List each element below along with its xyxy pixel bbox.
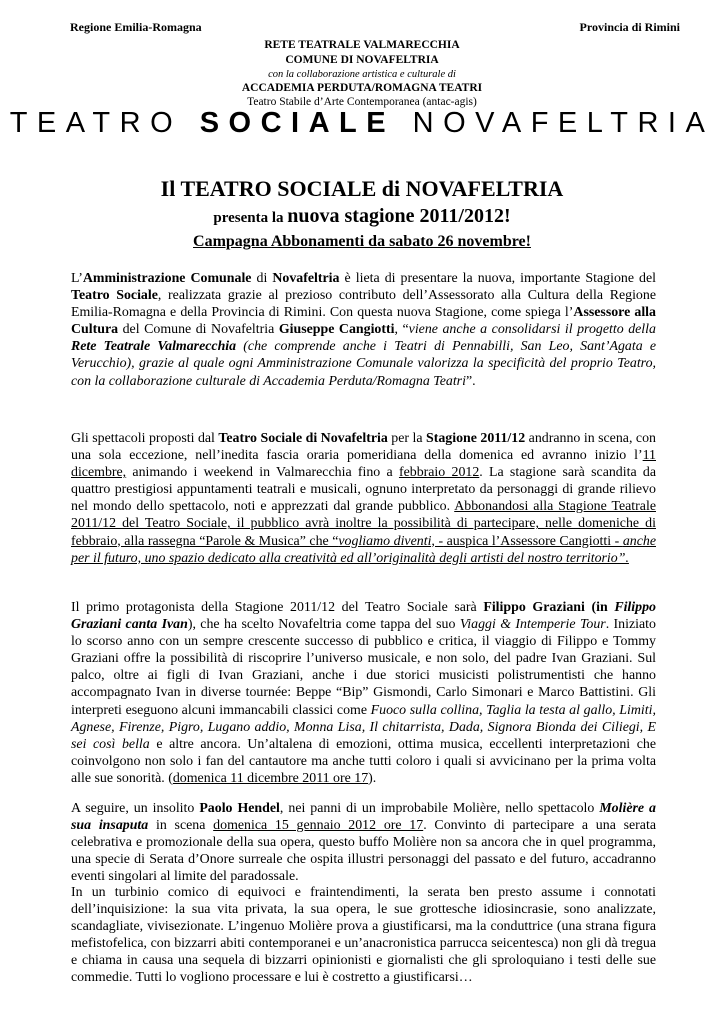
academy-name: ACCADEMIA PERDUTA/ROMAGNA TEATRI [241,82,483,94]
campaign-title: Campagna Abbonamenti da sabato 26 novembre! [193,233,531,250]
presenta-text: presenta la [213,210,288,226]
season-text: nuova stagione 2011/2012! [287,205,511,227]
region-label: Regione Emilia-Romagna [70,20,202,34]
collaboration-note: con la collaborazione artistica e culturale di [268,69,456,80]
paragraph-hendel: A seguire, un insolito Paolo Hendel, nei panni di un improbabile Molière, nello spettacolo Molière a sua insaputa in scena domenica 15 gennaio 2012 ore 17. Convinto di partecipare a una serata celebrativa e promozionale della sua opera, questo buffo Molière non sa ancora che in quel programma, una specie di Serata d’Onore surreale che ospita illustri personaggi del passato e del futuro, accadranno eventi singolari al limite del paradossale. [71,801,656,885]
banner-right: NOVAFELTRIA [395,107,715,139]
banner-left: TEATRO [9,107,200,139]
municipality-name: COMUNE DI NOVAFELTRIA [285,54,439,66]
banner-mid: SOCIALE [199,107,396,139]
paragraph-moliere: In un turbinio comico di equivoci e fraintendimenti, la serata ben presto assume i connotati dell’inquisizione: la sua vita privata, la sua opera, le sue grottesche idiosincrasie, sono analizzate, scandagliate, vivisezionate. L’ingenuo Molière prova a giustificarsi, ma la conduttrice (una strana figura mefistofelica, con bizzarri abiti contemporanei e un’anacronistica parrucca seicentesca) non gli dà tregua e chiama in causa una sequela di bizzarri opinionisti e giornalisti che gli sproloquiano i testi delle sue commedie. Tutti lo vogliono processare e lui è costretto a giustificarsi… [71,885,656,986]
paragraph-graziani: Il primo protagonista della Stagione 2011/12 del Teatro Sociale sarà Filippo Graziani (in Filippo Graziani canta Ivan), che ha scelto Novafeltria come tappa del suo Viaggi & Intemperie Tour. Iniziato lo scorso anno con un sempre crescente successo di pubblico e critica, il viaggio di Filippo e Tommy Graziani offre la possibilità di riscoprire l’universo musicale, e non solo, del padre Ivan Graziani. Sul palco, oltre ai figli di Ivan Graziani, anche i due storici musicisti polistrumentisti che hanno accompagnato Ivan in diverse tournée: Beppe “Bip” Gismondi, Carlo Simonari e Marco Battistini. Gli interpreti eseguono alcuni immancabili classici come Fuoco sulla collina, Taglia la testa al gallo, Limiti, Agnese, Firenze, Pigro, Lugano addio, Monna Lisa, Il chitarrista, Dada, Signora Bionda dei Ciliegi, E sei così bella e altre ancora. Un’altalena di emozioni, ottima musica, eccellenti interpretazioni che coinvolgono non solo i fan del cantautore ma anche tutti coloro i quali si avvicinano per la prima volta alle sue sonorità. (domenica 11 dicembre 2011 ore 17). [71,600,656,786]
paragraph-intro: L’Amministrazione Comunale di Novafeltria è lieta di presentare la nuova, importante Stagione del Teatro Sociale, realizzata grazie al prezioso contributo dell’Assessorato alla Cultura della Regione Emilia-Romagna e della Provincia di Rimini. Con questa nuova Stagione, come spiega l’Assessore alla Cultura del Comune di Novafeltria Giuseppe Cangiotti, “viene anche a consolidarsi il progetto della Rete Teatrale Valmarecchia (che comprende anche i Teatri di Pennabilli, San Leo, Sant’Agata e Verucchio), grazie al quale ogni Amministrazione Comunale valorizza la specificità del proprio Teatro, con la collaborazione culturale di Accademia Perduta/Romagna Teatri”. [71,271,657,389]
network-name: RETE TEATRALE VALMARECCHIA [264,39,460,51]
season-title [0,205,724,228]
main-title: Il TEATRO SOCIALE di NOVAFELTRIA [160,176,564,201]
province-label: Provincia di Rimini [579,20,680,34]
theatre-banner [0,107,724,140]
paragraph-season: Gli spettacoli proposti dal Teatro Sociale di Novafeltria per la Stagione 2011/12 andranno in scena, con una sola eccezione, nell’inedita fascia oraria pomeridiana della domenica ed avranno inizio l’11 dicembre, animando i weekend in Valmarecchia fino a febbraio 2012. La stagione sarà scandita da quattro prestigiosi appuntamenti teatrali e musicali, ognuno interpretato da personaggi di grande rilievo nel mondo dello spettacolo, noti e apprezzati dal grande pubblico. Abbonandosi alla Stagione Teatrale 2011/12 del Teatro Sociale, il pubblico avrà inoltre la possibilità di partecipare, nelle domeniche di febbraio, alla rassegna “Parole & Musica” che “vogliamo diventi, - auspica l’Assessore Cangiotti - anche per il futuro, uno spazio dedicato alla creatività ed all’originalità degli artisti del nostro territorio”. [71,431,657,566]
theatre-subtitle: Teatro Stabile d’Arte Contemporanea (antac-agis) [247,96,477,108]
